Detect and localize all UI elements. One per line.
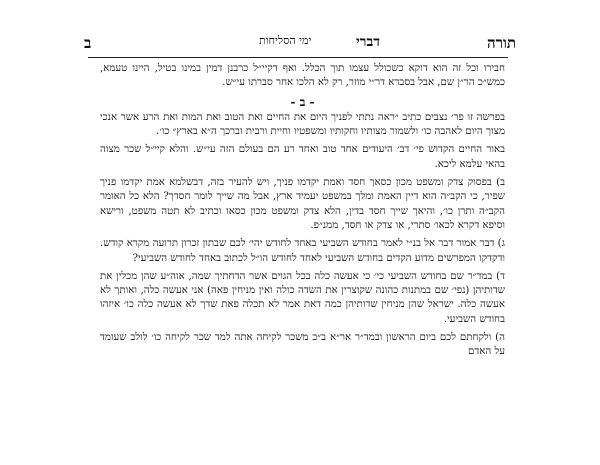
intro-paragraph: חבירו וכל זה הוא דוקא כשכולל עצמו תוך הכלל. ואף דקיי״ל כרבנן דמין במינו בטיל, היינו טעמא, כמש״כ הר״ן שם, אבל בסברא דר״י מוזר, רק לא הלכו אחר סברתו עי״ש. bbox=[100, 63, 505, 89]
paragraph-3: ב) בפסוק צדק ומשפט מכון כסאך חסד ואמת יקדמו פניך, ויש להעיר בזה, דבשלמא אמת יקדמו פניך שפיר, כי הקב״ה הוא דיין האמת ומלך במשפט יעמיד ארץ, אבל מה שייך לומר חסדך? הלא כל האומר הקב״ה ותרן כו׳, והיאך שייך חסד בדין, הלא צדק ומשפט מכון כסאו וכתיב לא תטה משפט, ורישא וסיפא דקרא לכאו׳ סתרי, או צדק או חסד, ממנ״פ. bbox=[100, 177, 505, 231]
body-text bbox=[100, 62, 505, 364]
running-header bbox=[84, 34, 516, 52]
book-name: דברי bbox=[356, 34, 381, 50]
header-subtitle: ימי הסליחות bbox=[259, 34, 312, 47]
paragraph-4: ג) דבר אמור דבר אל בנ״י לאמר בחודש השביעי באחד לחודש יהי׳ לכם שבתון זכרון תרועה מקרא קודש. ודקדקו המפרשים מדוע הקדים בחודש השביעי לאחד לחודש הו״ל לכתוב באחד לחודש השביעי? bbox=[100, 238, 505, 264]
paragraph-5: ד) במד״ר שם בחודש השביעי כי׳ כי אעשה כלה בכל הגוים אשר הדחתיך שמה, אוה״ע שהן מכלין את שדותיהן (נפי׳ שם במתנות כהונה שקוצרין את השדה כולה ואין מניחין פאה) אני אעשה כלה, ואותך לא אעשה כלה. ישראל שהן מניחין שדותיהן כמה דאת אמר לא תכלה פאת שדך לא אעשה כלה כו׳ איזהו בחודש השביעי. bbox=[100, 270, 505, 325]
paragraph-2: באור החיים הקדוש פי׳ דב׳ היעודים אחד טוב ואחד רע הם בעולם הזה עי״ש. והלא קיי״ל שכר מצוה בהאי עלמא ליכא. bbox=[100, 144, 505, 170]
page-letter: ב bbox=[84, 34, 92, 52]
paragraph-6: ה) ולקחתם לכם ביום הראשון ובמד״ר אר״א ב״כ משכר לקיחה אתה למד שכר לקיחה כו׳ לולב שעומד על האדם bbox=[100, 332, 505, 358]
paragraph-1: בפרשה זו פר׳ נצבים כתיב ״ראה נתתי לפניך היום את החיים ואת הטוב ואת המות ואת הרע אשר אנכי מצוך היום לאהבה כו׳ ולשמור מצותיו וחקותיו ומשפטיו וחיית ורבית וברכך ה״א בארץ״ כו׳. bbox=[100, 111, 505, 138]
section-marker: - ב - bbox=[290, 94, 315, 109]
header-rule bbox=[88, 57, 508, 58]
header-title: תורה bbox=[487, 34, 516, 52]
